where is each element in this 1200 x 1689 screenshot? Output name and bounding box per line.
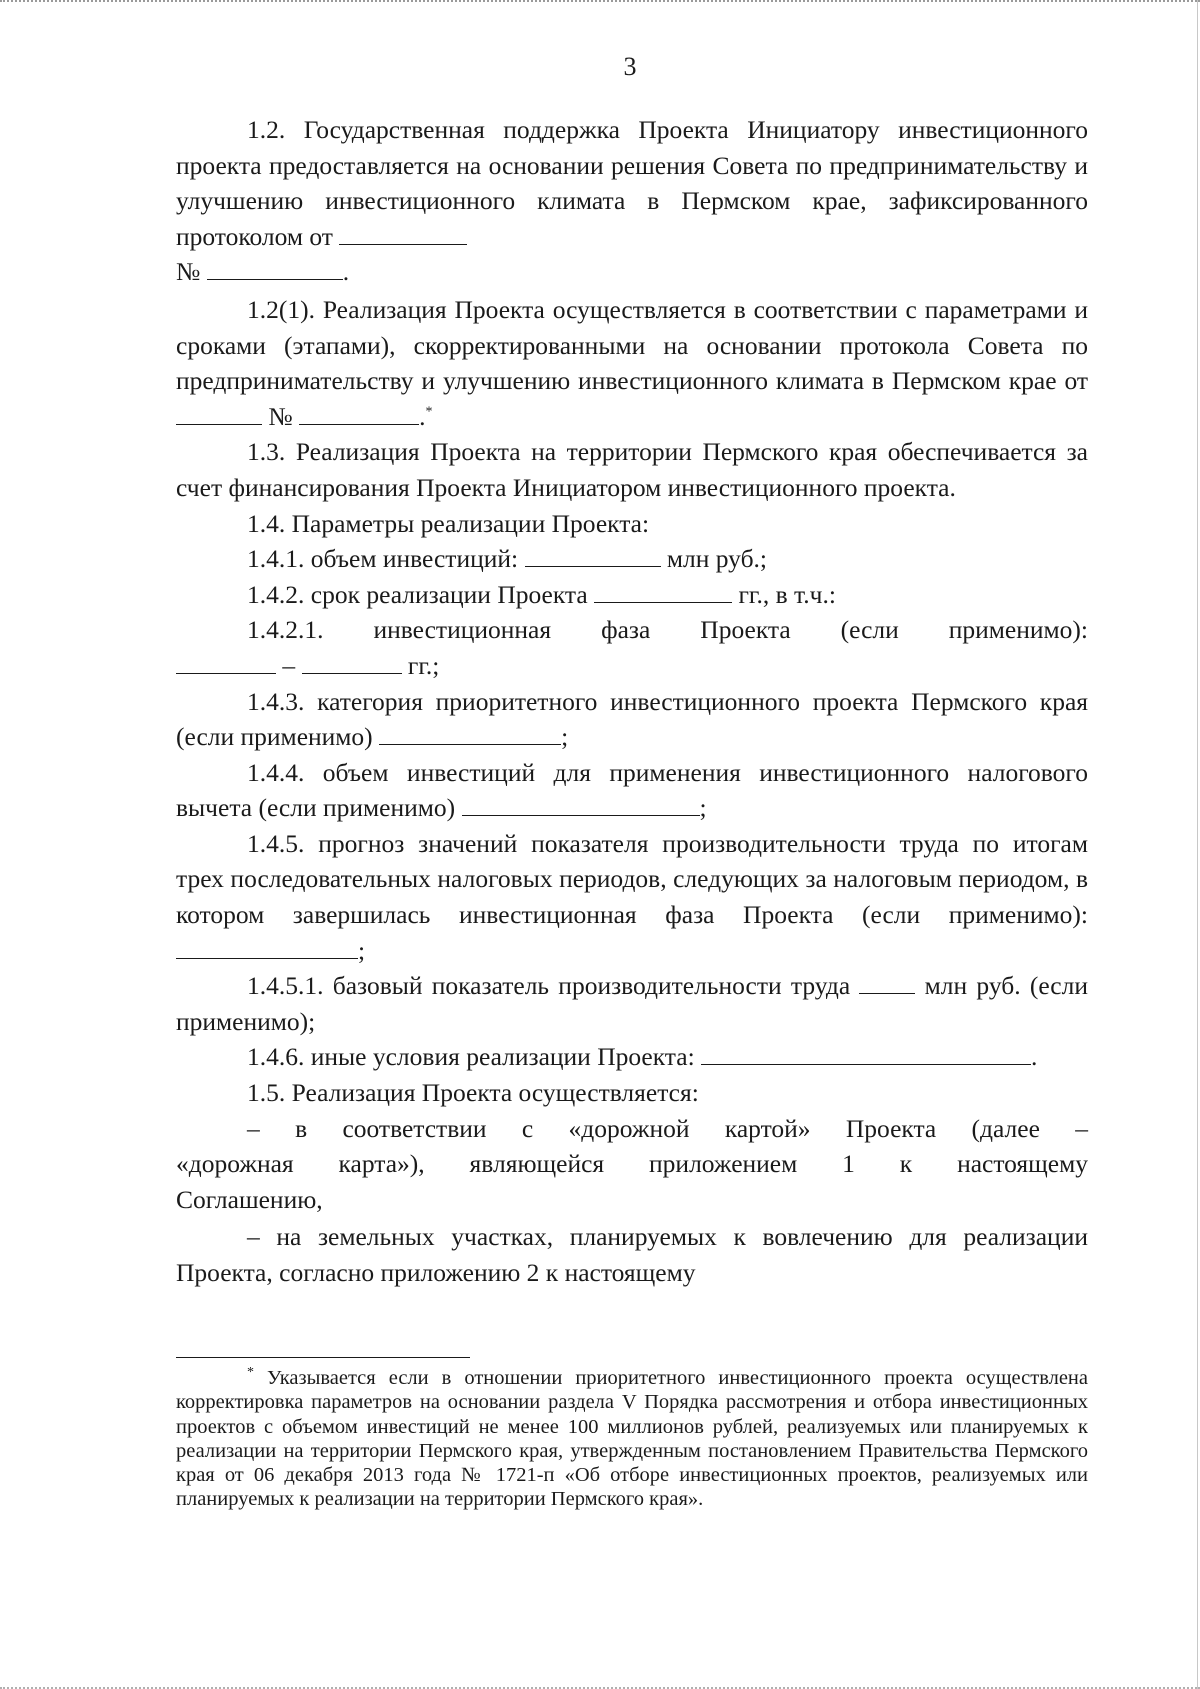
scan-edge-right xyxy=(1197,0,1198,1689)
footnote-paragraph xyxy=(176,1366,1088,1512)
paragraph-1-4-2-1-range xyxy=(176,648,1088,684)
period: . xyxy=(419,401,426,431)
paragraph-1-4-4 xyxy=(176,755,1088,826)
scan-edge-top xyxy=(0,0,1200,2)
paragraph-1-4-5-1-label: 1.4.5.1. базовый показатель производительности труда xyxy=(247,971,851,1001)
semicolon: ; xyxy=(699,793,707,823)
phase-end-blank[interactable] xyxy=(302,649,402,674)
paragraph-1-2-1 xyxy=(176,292,1088,434)
paragraph-1-4-4-text: 1.4.4. объем инвестиций для применения инвестиционного налогового вычета (если применимо) xyxy=(176,757,1088,823)
paragraph-1-4-1-unit: млн руб.; xyxy=(666,544,768,574)
footnote-text: Указывается если в отношении приоритетного инвестиционного проекта осуществлена корректировка параметров на основании раздела V Порядка рассмотрения и отбора инвестиционных проектов с объемом инвестиций не менее 100 миллионов рублей, реализуемых или планируемых к реализации на территории Пермского края, утвержденным постановлением Правительства Пермского края от 06 декабря 2013 года № 1721-п «Об отборе инвестиционных проектов, реализуемых или планируемых к реализации на территории Пермского края». xyxy=(176,1367,1089,1511)
paragraph-1-4: 1.4. Параметры реализации Проекта: xyxy=(247,508,650,538)
page-number: 3 xyxy=(623,52,637,81)
paragraph-1-2 xyxy=(176,112,1088,290)
paragraph-1-4-5-text: 1.4.5. прогноз значений показателя производительности труда по итогам трех последовательных налоговых периодов, следующих за налоговым периодом, в котором завершилась инвестиционная фаза Проекта (если применимо): xyxy=(176,828,1088,930)
paragraph-1-5: 1.5. Реализация Проекта осуществляется: xyxy=(247,1078,699,1108)
paragraph-1-4-5-1-unit: млн руб. (если применимо); xyxy=(176,971,1088,1036)
footnote xyxy=(176,1366,1088,1512)
paragraph-1-4-1-label: 1.4.1. объем инвестиций: xyxy=(247,544,519,574)
paragraph-1-4-3 xyxy=(176,684,1088,755)
semicolon: ; xyxy=(561,722,569,752)
paragraph-1-4-6 xyxy=(176,1039,1088,1075)
paragraph-1-4-1 xyxy=(176,541,1088,577)
paragraph-1-4-2-label: 1.4.2. срок реализации Проекта xyxy=(247,579,588,609)
paragraph-1-3: 1.3. Реализация Проекта на территории Пермского края обеспечивается за счет финансирования Проекта Инициатором инвестиционного проекта. xyxy=(176,437,1088,502)
number-sign: № xyxy=(176,257,201,287)
productivity-forecast-blank[interactable] xyxy=(176,934,358,959)
paragraph-1-4-5 xyxy=(176,826,1088,968)
project-term-blank[interactable] xyxy=(594,578,732,603)
paragraph-1-4-6-label: 1.4.6. иные условия реализации Проекта: xyxy=(247,1042,695,1072)
footnote-reference-mark: * xyxy=(425,404,433,420)
paragraph-1-4-3-text: 1.4.3. категория приоритетного инвестиционного проекта Пермского края (если применимо) xyxy=(176,686,1088,752)
investment-volume-blank[interactable] xyxy=(525,542,661,567)
paragraph-1-2-1-text: 1.2(1). Реализация Проекта осуществляется в соответствии с параметрами и сроками (этапами), скорректированными на основании протокола Совета по предпринимательству и улучшению инвестиционного климата в Пермском крае от xyxy=(176,294,1088,396)
number-sign: № xyxy=(268,401,293,431)
footnote-mark: * xyxy=(247,1365,254,1381)
priority-category-blank[interactable] xyxy=(379,720,561,745)
period: . xyxy=(342,257,350,287)
phase-start-blank[interactable] xyxy=(176,649,276,674)
corrected-protocol-date-blank[interactable] xyxy=(176,400,262,425)
protocol-number-blank[interactable] xyxy=(207,255,343,280)
paragraph-1-5-roadmap: – в соответствии с «дорожной картой» Проекта (далее – «дорожная карта»), являющейся приложением 1 к настоящему Соглашению, xyxy=(176,1113,1088,1214)
document-body xyxy=(176,112,1088,1291)
tax-deduction-volume-blank[interactable] xyxy=(462,791,700,816)
footnote-separator xyxy=(176,1357,470,1358)
protocol-date-blank[interactable] xyxy=(339,220,467,245)
other-conditions-blank[interactable] xyxy=(701,1040,1031,1065)
paragraph-1-4-2 xyxy=(176,577,1088,613)
base-productivity-blank[interactable] xyxy=(859,969,915,994)
corrected-protocol-number-blank[interactable] xyxy=(299,400,419,425)
paragraph-1-4-2-unit: гг., в т.ч.: xyxy=(738,579,836,609)
paragraph-1-4-2-1: 1.4.2.1. инвестиционная фаза Проекта (если применимо): xyxy=(247,615,1088,645)
period: . xyxy=(1031,1042,1038,1072)
range-dash: – xyxy=(282,650,296,680)
paragraph-1-2-text: 1.2. Государственная поддержка Проекта Инициатору инвестиционного проекта предоставляется на основании решения Совета по предпринимательству и улучшению инвестиционного климата в Пермском крае, зафиксированного протоколом от xyxy=(176,115,1088,251)
range-unit: гг.; xyxy=(407,650,440,680)
paragraph-1-4-5-1 xyxy=(176,968,1088,1039)
paragraph-1-5-land: – на земельных участках, планируемых к вовлечению для реализации Проекта, согласно приложению 2 к настоящему xyxy=(176,1222,1088,1287)
semicolon: ; xyxy=(358,935,366,965)
